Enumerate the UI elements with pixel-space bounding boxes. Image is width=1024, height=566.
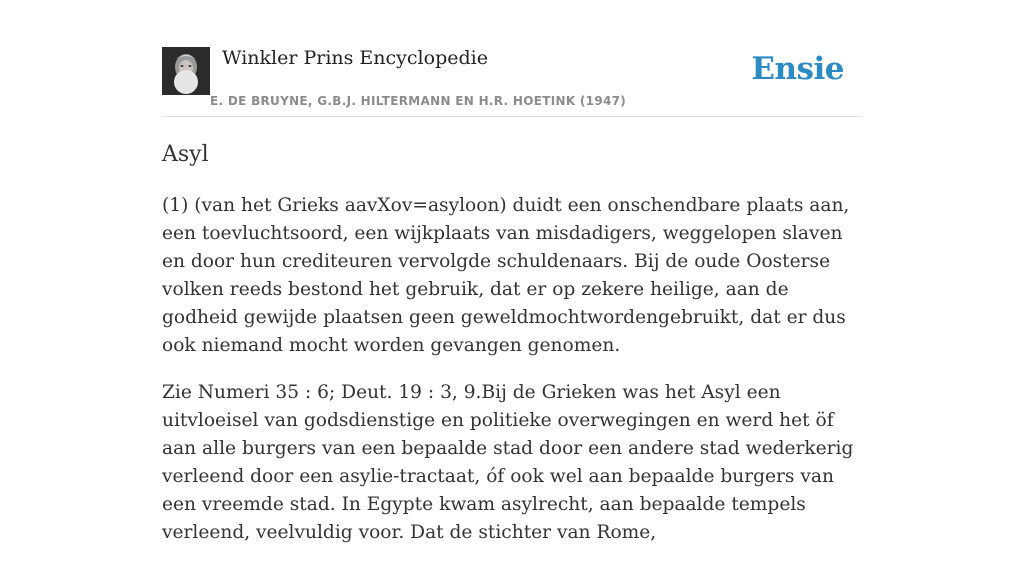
- content-container: [162, 0, 862, 543]
- article-paragraph: Zie Numeri 35 : 6; Deut. 19 : 3, 9.Bij de Grieken was het Asyl een uitvloeisel van godsdienstige en politieke overwegingen en werd het öf aan alle burgers van een bepaalde stad door een andere stad wederkerig verleend door een asylie-tractaat, óf ook wel aan bepaalde burgers van een vreemde stad. In Egypte kwam asylrecht, aan bepaalde tempels verleend, veelvuldig voor. Dat de stichter van Rome,: [162, 382, 854, 543]
- author-avatar[interactable]: [162, 47, 210, 95]
- portrait-image: [162, 47, 210, 95]
- brand-logo[interactable]: Ensie: [751, 51, 844, 87]
- site-name[interactable]: Winkler Prins Encyclopedie: [222, 47, 488, 69]
- article-body: [162, 192, 862, 566]
- article-paragraph: (1) (van het Grieks aavXov=asyloon) duidt een onschendbare plaats aan, een toevluchtsoord, een wijkplaats van misdadigers, weggelopen slaven en door hun crediteuren vervolgde schuldenaars. Bij de oude Oosterse volken reeds bestond het gebruik, dat er op zekere heilige, aan de godheid gewijde plaatsen geen geweldmochtwordengebruikt, dat er dus ook niemand mocht worden gevangen genomen.: [162, 195, 850, 356]
- header: [162, 0, 862, 117]
- authors-line: E. DE BRUYNE, G.B.J. HILTERMANN EN H.R. HOETINK (1947): [210, 94, 627, 108]
- article-title: Asyl: [162, 142, 209, 167]
